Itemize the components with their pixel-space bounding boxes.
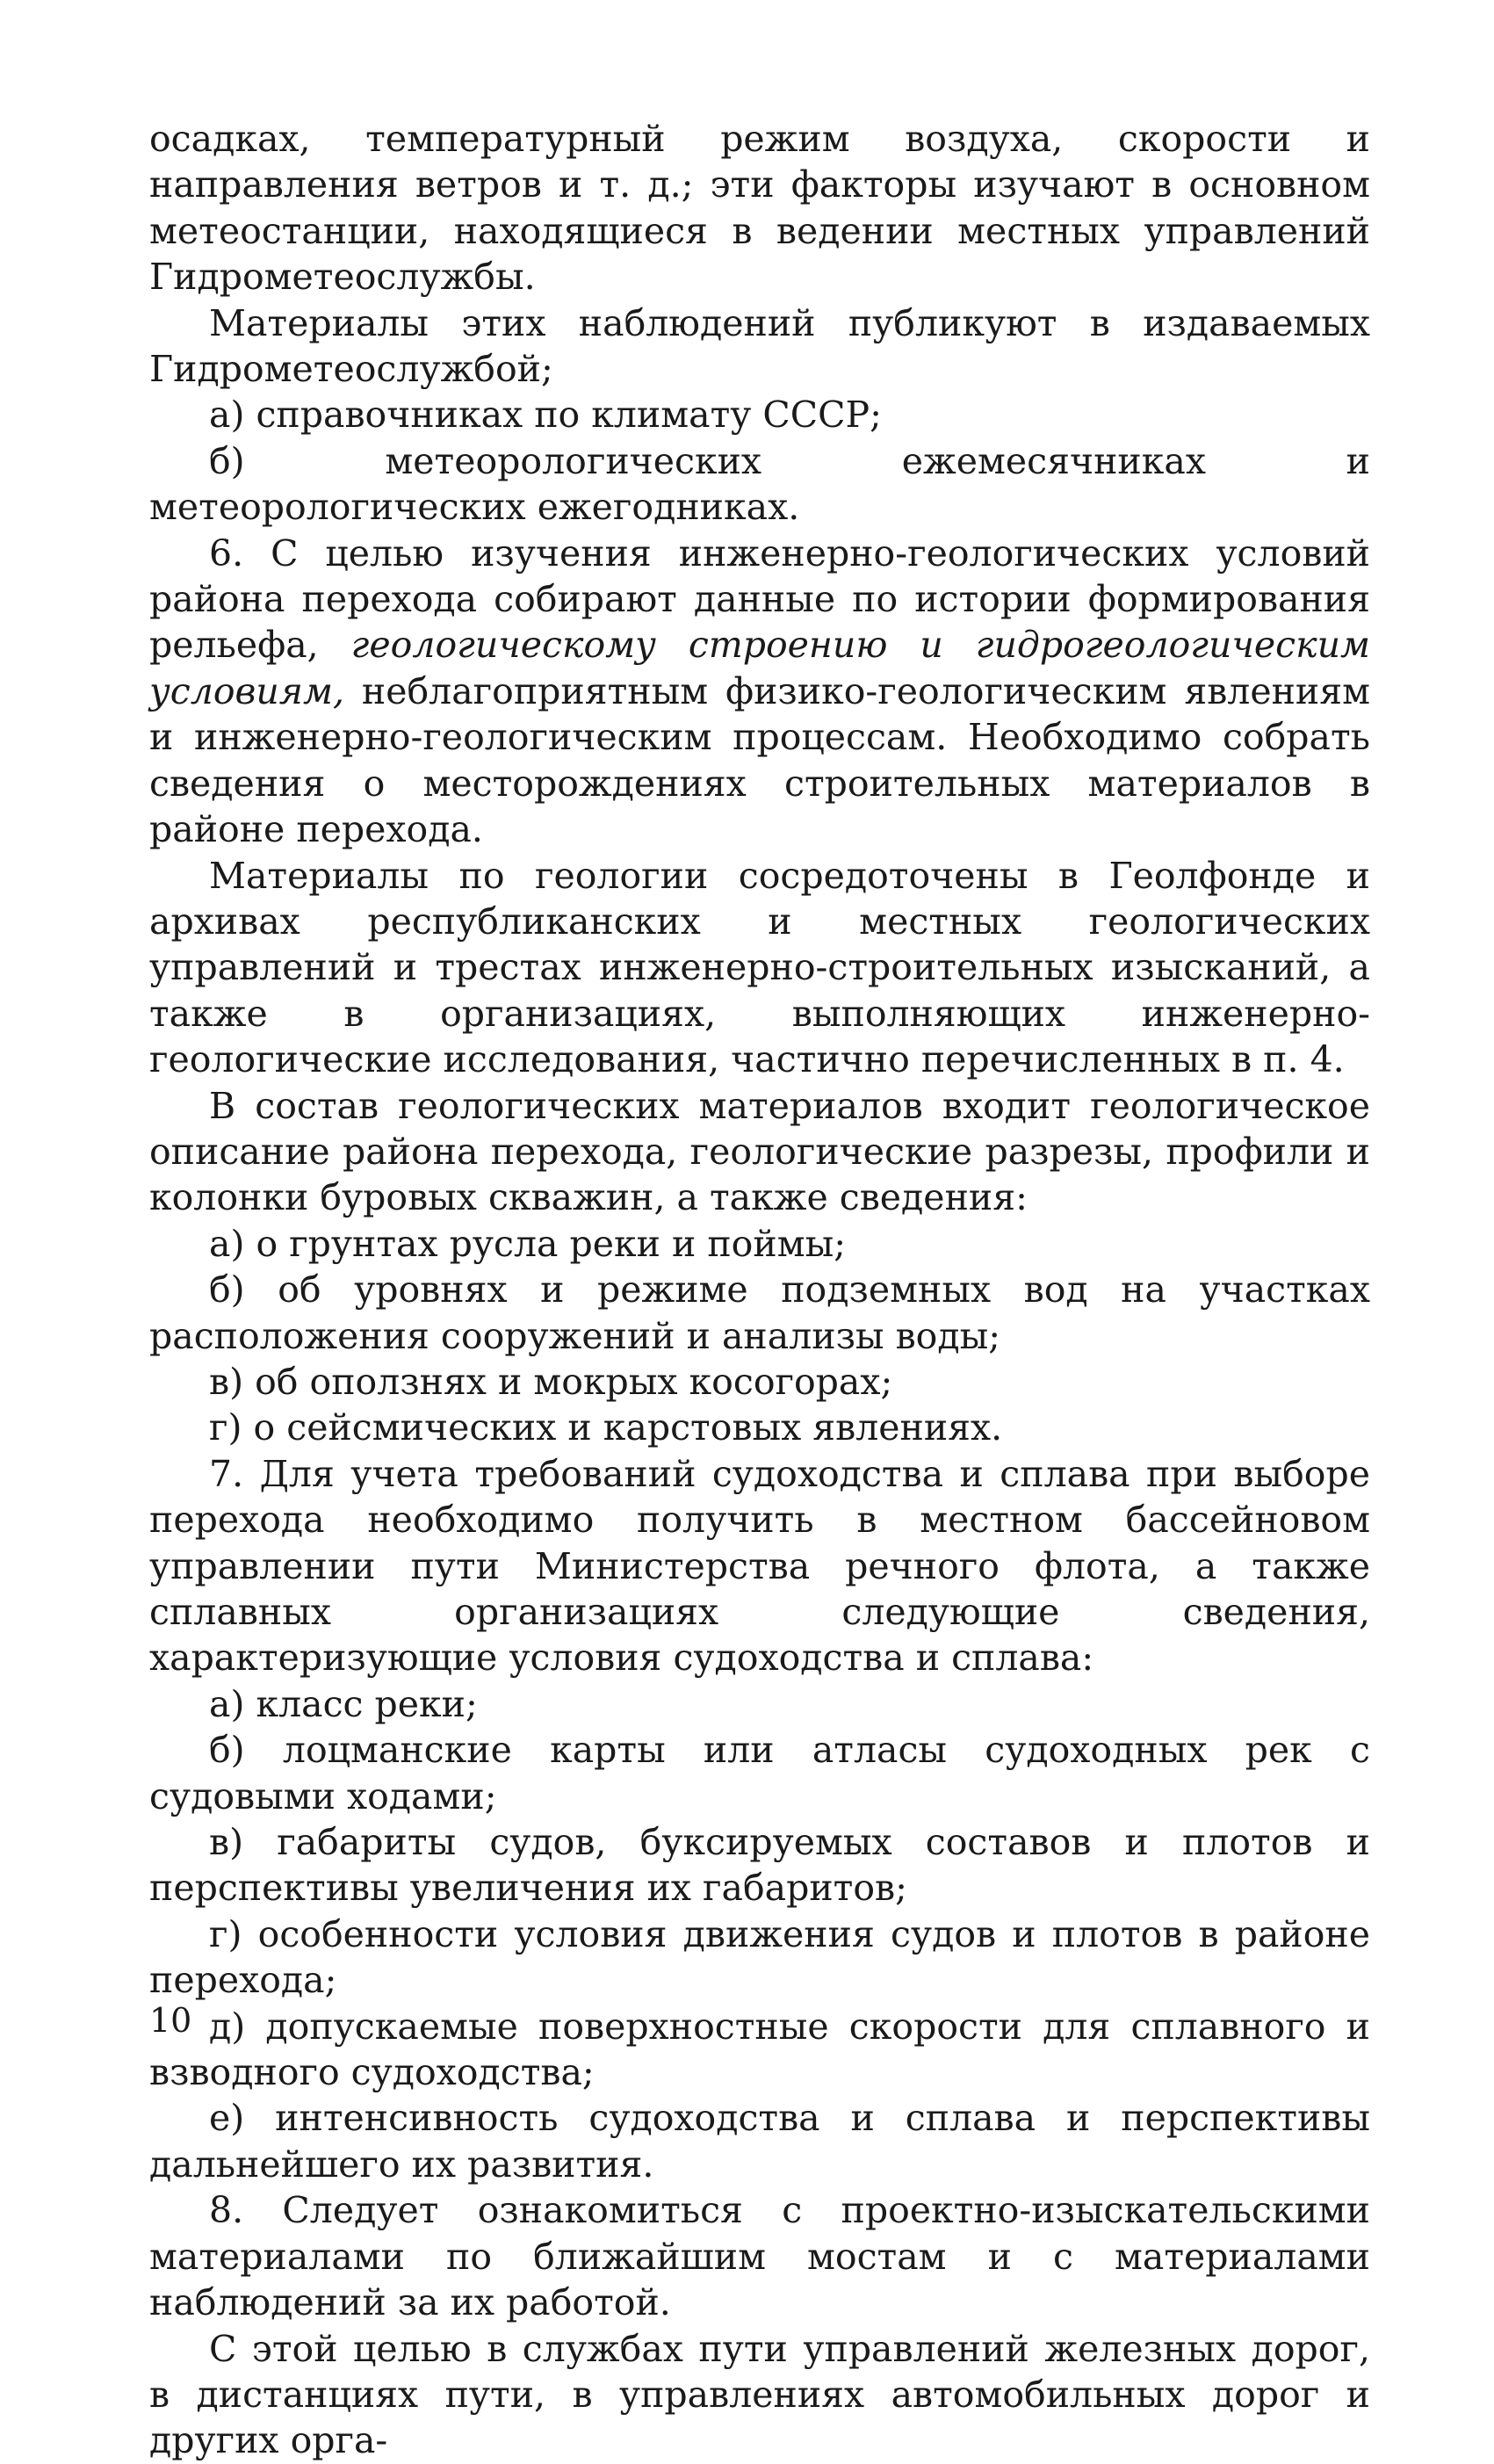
list-item: г) особенности условия движения судов и плотов в районе перехода;: [149, 1912, 1370, 2002]
list-item: е) интенсивность судоходства и сплава и перспективы дальнейшего их развития.: [149, 2097, 1370, 2186]
paragraph: С этой целью в службах пути управлений железных дорог, в дистанциях пути, в управлениях автомобильных дорог и других орга-: [149, 2327, 1370, 2462]
list-item: д) допускаемые поверхностные скорости для сплавного и взводного судоходства;: [149, 2005, 1370, 2094]
list-item: б) лоцманские карты или атласы судоходных рек с судовыми ходами;: [149, 1729, 1370, 1817]
list-item: в) об оползнях и мокрых косогорах;: [209, 1360, 893, 1403]
list-item: а) о грунтах русла реки и поймы;: [209, 1222, 847, 1265]
italic-phrase: геологическому строению и гидрогеологическим условиям,: [149, 624, 1370, 712]
paragraph: В состав геологических материалов входит геологическое описание района перехода, геологические разрезы, профили и колонки буровых скважин, а также сведения:: [149, 1084, 1370, 1219]
list-item: а) класс реки;: [209, 1682, 478, 1725]
paragraph-section-6: [149, 531, 1370, 853]
list-item: в) габариты судов, буксируемых составов и плотов и перспективы увеличения их габаритов;: [149, 1821, 1370, 1910]
paragraph: осадках, температурный режим воздуха, скорости и направления ветров и т. д.; эти факторы изучают в основном метеостанции, находящиеся в ведении местных управлений Гидрометеослужбы.: [149, 118, 1370, 299]
body-text: [149, 116, 1370, 2464]
list-item: б) об уровнях и режиме подземных вод на участках расположения сооружений и анализы воды;: [149, 1268, 1370, 1357]
list-item: б) метеорологических ежемесячниках и метеорологических ежегодниках.: [149, 439, 1370, 529]
list-item: а) справочниках по климату СССР;: [209, 394, 882, 437]
paragraph-text: неблагоприятным физико-геологическим явлениям и инженерно-геологическим процессам. Необходимо собрать сведения о месторождениях строительных материалов в районе перехода.: [149, 669, 1370, 851]
paragraph: Материалы по геологии сосредоточены в Геолфонде и архивах республиканских и местных геологических управлений и трестах инженерно-строительных изысканий, а также в организациях, выполняющих инженерно-геологические исследования, частично перечисленных в п. 4.: [149, 854, 1370, 1081]
list-item: г) о сейсмических и карстовых явлениях.: [209, 1406, 1003, 1449]
paragraph-section-8: 8. Следует ознакомиться с проектно-изыскательскими материалами по ближайшим мостам и с материалами наблюдений за их работой.: [149, 2189, 1370, 2324]
paragraph-section-7: 7. Для учета требований судоходства и сплава при выборе перехода необходимо получить в местном бассейновом управлении пути Министерства речного флота, а также сплавных организациях следующие сведения, характеризующие условия судоходства и сплава:: [149, 1452, 1370, 1680]
page-number: 10: [149, 2001, 192, 2040]
paragraph: Материалы этих наблюдений публикуют в издаваемых Гидрометеослужбой;: [149, 301, 1370, 391]
paragraph-text: 6. С целью изучения инженерно-геологических условий района перехода собирают данные по истории формирования рельефа,: [149, 531, 1370, 667]
